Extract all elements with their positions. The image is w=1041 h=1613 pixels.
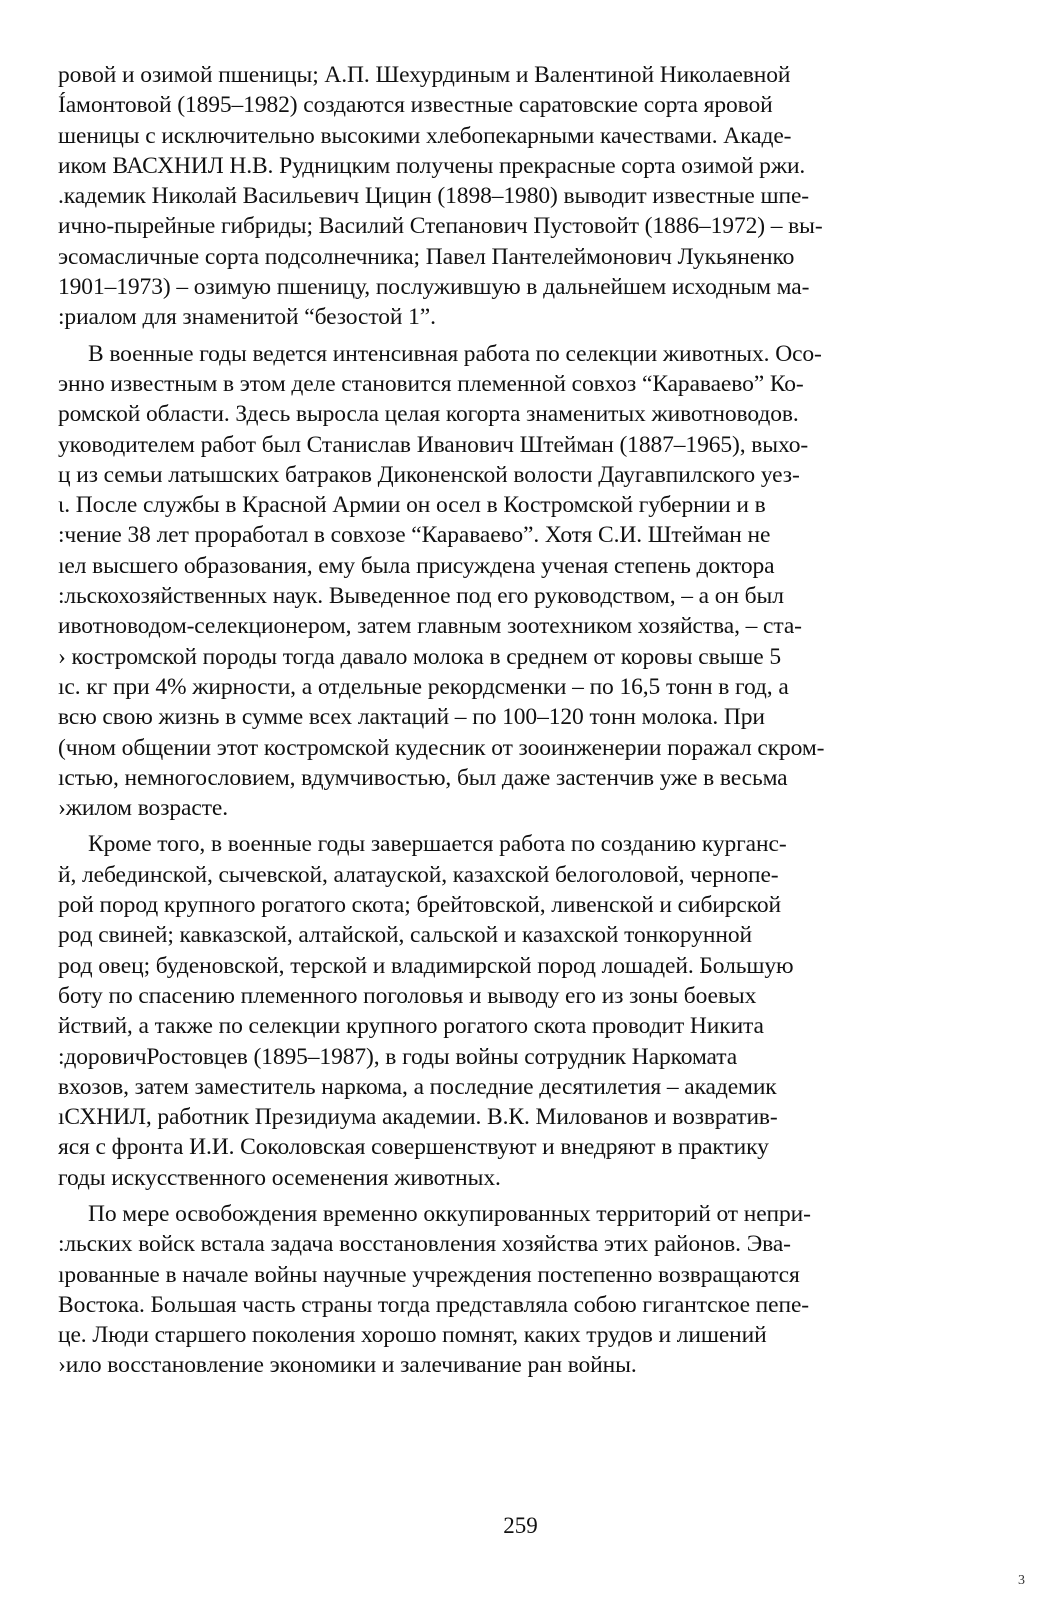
page-body — [58, 60, 963, 1381]
text-line: Кроме того, в военные годы завершается работа по созданию курганс- — [88, 831, 787, 858]
text-line: боту по спасению племенного поголовья и выводу его из зоны боевых — [58, 982, 757, 1009]
text-line: шеницы с исключительно высокими хлебопекарными качествами. Акаде- — [58, 122, 792, 149]
text-line: эсомасличные сорта подсолнечника; Павел Пантелеймонович Лукьяненко — [58, 243, 795, 270]
text-line: годы искусственного осеменения животных. — [58, 1164, 501, 1191]
text-line: ивотноводом-селекционером, затем главным зоотехником хозяйства, – ста- — [58, 613, 802, 640]
text-line: ıстью, немногословием, вдумчивостью, был даже застенчив уже в весьма — [58, 764, 788, 791]
text-line: ›жилом возрасте. — [58, 795, 228, 822]
text-line: уководителем работ был Станислав Иванович Штейман (1887–1965), выхо- — [58, 431, 809, 458]
text-line: По мере освобождения временно оккупированных территорий от непри- — [88, 1200, 811, 1227]
text-line: (чном общении этот костромской кудесник от зооинженерии поражал скром- — [58, 734, 825, 761]
text-line: :чение 38 лет проработал в совхозе “Караваево”. Хотя С.И. Штейман не — [58, 522, 771, 549]
text-line: й, лебединской, сычевской, алатауской, казахской белоголовой, чернопе- — [58, 861, 779, 888]
text-line: энно известным в этом деле становится племенной совхоз “Караваево” Ко- — [58, 370, 804, 397]
text-line: иком ВАСХНИЛ Н.В. Рудницким получены прекрасные сорта озимой ржи. — [58, 152, 806, 179]
text-line: ıрованные в начале войны научные учреждения постепенно возвращаются — [58, 1261, 800, 1288]
text-line: ромской области. Здесь выросла целая когорта знаменитых животноводов. — [58, 401, 799, 428]
text-line: Íамонтовой (1895–1982) создаются известные саратовские сорта яровой — [58, 92, 773, 119]
paragraph-4 — [58, 1199, 963, 1381]
text-line: род овец; буденовской, терской и владимирской пород лошадей. Большую — [58, 952, 794, 979]
text-line: :риалом для знаменитой “безостой 1”. — [58, 304, 436, 331]
text-line: › костромской породы тогда давало молока в среднем от коровы свыше 5 — [58, 643, 782, 670]
text-line: :льских войск встала задача восстановления хозяйства этих районов. Эва- — [58, 1231, 791, 1258]
text-line: всю свою жизнь в сумме всех лактаций – по 100–120 тонн молока. При — [58, 704, 765, 731]
text-line: :льскохозяйственных наук. Выведенное под его руководством, – а он был — [58, 583, 784, 610]
text-line: вхозов, затем заместитель наркома, а последние десятилетия – академик — [58, 1073, 777, 1100]
page-number: 259 — [503, 1513, 538, 1538]
text-line: Востока. Большая часть страны тогда представляла собою гигантское пепе- — [58, 1291, 810, 1318]
text-line: род свиней; кавказской, алтайской, сальской и казахской тонкорунной — [58, 922, 752, 949]
text-line: ично-пырейные гибриды; Василий Степанович Пустовойт (1886–1972) – вы- — [58, 213, 823, 240]
text-line: йствий, а также по селекции крупного рогатого скота проводит Никита — [58, 1013, 764, 1040]
text-line: 1901–1973) – озимую пшеницу, послужившую в дальнейшем исходным ма- — [58, 274, 810, 301]
text-line: :доровичРостовцев (1895–1987), в годы войны сотрудник Наркомата — [58, 1043, 738, 1070]
paragraph-1 — [58, 60, 963, 333]
paragraph-3 — [58, 829, 963, 1193]
text-line: .кадемик Николай Васильевич Цицин (1898–1980) выводит известные шпе- — [58, 183, 809, 210]
text-line: рой пород крупного рогатого скота; брейтовской, ливенской и сибирской — [58, 892, 782, 919]
text-line: ровой и озимой пшеницы; А.П. Шехурдиным и Валентиной Николаевной — [58, 62, 791, 88]
text-line: ıс. кг при 4% жирности, а отдельные рекордсменки – по 16,5 тонн в год, а — [58, 673, 789, 700]
text-line: ι. После службы в Красной Армии он осел в Костромской губернии и в — [58, 492, 766, 519]
paragraph-2 — [58, 339, 963, 824]
text-line: це. Люди старшего поколения хорошо помнят, каких трудов и лишений — [58, 1322, 767, 1349]
text-line: ›ило восстановление экономики и залечивание ран войны. — [58, 1352, 637, 1379]
edge-mark: 3 — [1018, 1573, 1025, 1588]
text-line: В военные годы ведется интенсивная работа по селекции животных. Осо- — [88, 340, 822, 367]
text-line: яся с фронта И.И. Соколовская совершенствуют и внедряют в практику — [58, 1134, 769, 1161]
text-line: ıСХНИЛ, работник Президиума академии. В.К. Милованов и возвратив- — [58, 1104, 778, 1131]
text-line: ıел высшего образования, ему была присуждена ученая степень доктора — [58, 552, 775, 579]
text-line: ц из семьи латышских батраков Диконенской волости Даугавпилского уез- — [58, 461, 800, 488]
